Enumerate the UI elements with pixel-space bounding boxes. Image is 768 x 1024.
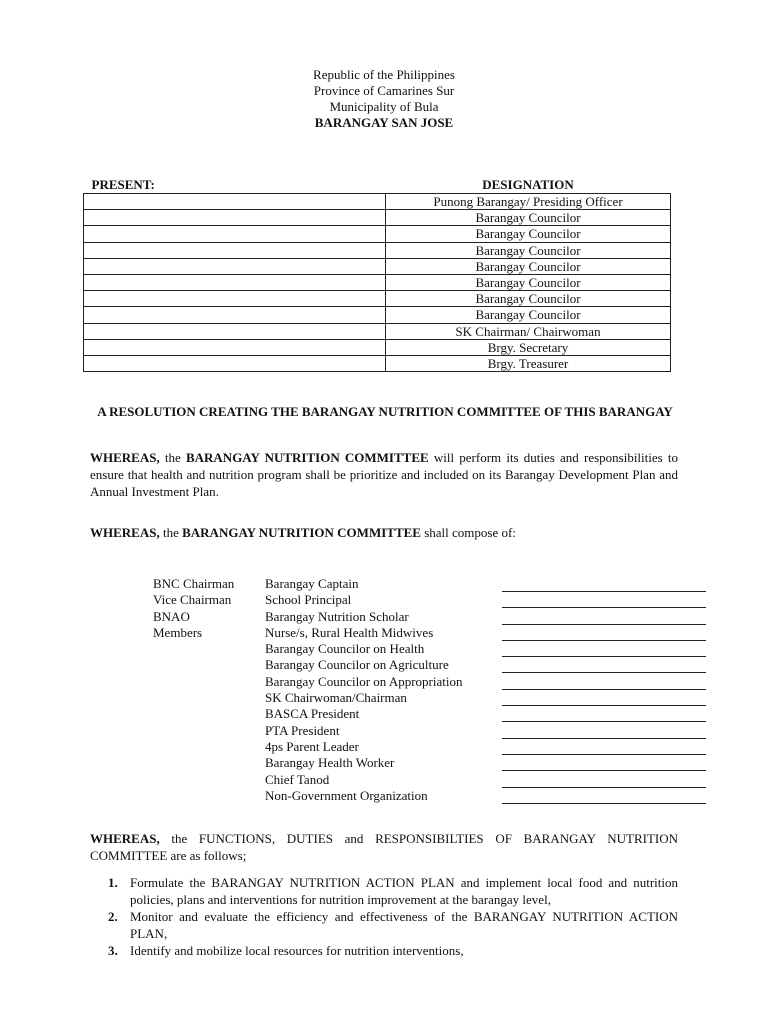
- attendee-name-cell[interactable]: [84, 355, 386, 371]
- header-municipality: Municipality of Bula: [329, 99, 439, 114]
- committee-role: BNAO: [153, 608, 190, 624]
- committee-member: Barangay Nutrition Scholar: [265, 608, 409, 624]
- whereas-the: the: [159, 450, 186, 465]
- designation-cell: Barangay Councilor: [386, 307, 671, 323]
- attendance-row: [84, 210, 671, 226]
- attendee-name-cell[interactable]: [84, 307, 386, 323]
- whereas-committee-name: BARANGAY NUTRITION COMMITTEE: [182, 525, 421, 540]
- attendance-row: [84, 291, 671, 307]
- present-column-header: PRESENT:: [91, 177, 155, 192]
- committee-member: Nurse/s, Rural Health Midwives: [265, 624, 434, 640]
- committee-composition-list: [153, 576, 713, 804]
- attendee-name-cell[interactable]: [84, 274, 386, 290]
- committee-row: [153, 772, 713, 788]
- attendee-name-cell[interactable]: [84, 242, 386, 258]
- function-number: 1.: [108, 875, 118, 890]
- whereas-the: the: [159, 525, 183, 540]
- committee-member: BASCA President: [265, 706, 360, 722]
- committee-row: [153, 723, 713, 739]
- header-republic: Republic of the Philippines: [313, 67, 455, 82]
- function-text: Formulate the BARANGAY NUTRITION ACTION PLAN and implement local food and nutrition policies, plans and interventions for nutrition improvement at the barangay level,: [130, 875, 678, 907]
- attendance-row: [84, 226, 671, 242]
- designation-cell: SK Chairman/ Chairwoman: [386, 323, 671, 339]
- attendance-row: [84, 258, 671, 274]
- committee-row: [153, 755, 713, 771]
- attendee-name-cell[interactable]: [84, 210, 386, 226]
- function-item: [108, 874, 678, 908]
- attendance-table: [83, 177, 671, 372]
- committee-member: Barangay Councilor on Appropriation: [265, 673, 463, 689]
- attendee-name-cell[interactable]: [84, 323, 386, 339]
- attendance-row: [84, 242, 671, 258]
- committee-member: Non-Government Organization: [265, 787, 428, 803]
- committee-role: Members: [153, 624, 203, 640]
- committee-row: [153, 788, 713, 804]
- attendance-row: [84, 323, 671, 339]
- committee-row: [153, 641, 713, 657]
- whereas-paragraph-3: [90, 830, 678, 864]
- committee-member: Barangay Councilor on Health: [265, 641, 425, 657]
- committee-role: BNC Chairman: [153, 576, 235, 591]
- committee-row: [153, 657, 713, 673]
- header-province: Province of Camarines Sur: [313, 83, 455, 98]
- designation-cell: Barangay Councilor: [386, 274, 671, 290]
- designation-cell: Brgy. Treasurer: [386, 355, 671, 371]
- designation-cell: Barangay Councilor: [386, 210, 671, 226]
- attendance-table-body: [84, 194, 671, 372]
- designation-cell: Barangay Councilor: [386, 258, 671, 274]
- committee-member: PTA President: [265, 722, 340, 738]
- committee-member: Chief Tanod: [265, 771, 330, 787]
- function-number: 2.: [108, 909, 118, 924]
- function-item: [108, 908, 678, 942]
- whereas-lead: WHEREAS,: [90, 525, 160, 540]
- attendance-row: [84, 339, 671, 355]
- attendance-row: [84, 355, 671, 371]
- committee-member: Barangay Captain: [265, 576, 359, 591]
- designation-cell: Brgy. Secretary: [386, 339, 671, 355]
- committee-member: SK Chairwoman/Chairman: [265, 690, 407, 706]
- committee-role: Vice Chairman: [153, 592, 232, 608]
- designation-cell: Barangay Councilor: [386, 291, 671, 307]
- committee-row: [153, 609, 713, 625]
- committee-row: [153, 739, 713, 755]
- whereas-text: shall compose of:: [420, 525, 516, 540]
- whereas-committee-name: BARANGAY NUTRITION COMMITTEE: [185, 450, 429, 465]
- designation-column-header: DESIGNATION: [482, 177, 574, 192]
- committee-member: 4ps Parent Leader: [265, 738, 359, 754]
- designation-cell: Punong Barangay/ Presiding Officer: [386, 194, 671, 210]
- whereas-lead: WHEREAS,: [90, 450, 160, 465]
- committee-row: [153, 706, 713, 722]
- committee-member: Barangay Health Worker: [265, 755, 395, 771]
- whereas-paragraph-2: [90, 524, 678, 541]
- attendee-name-cell[interactable]: [84, 226, 386, 242]
- whereas-paragraph-1: [90, 449, 678, 500]
- committee-member: Barangay Councilor on Agriculture: [265, 657, 449, 673]
- committee-row: [153, 625, 713, 641]
- designation-cell: Barangay Councilor: [386, 242, 671, 258]
- committee-row: [153, 690, 713, 706]
- functions-list: [108, 874, 678, 959]
- committee-row: [153, 576, 713, 592]
- attendee-name-cell[interactable]: [84, 291, 386, 307]
- attendee-name-cell[interactable]: [84, 339, 386, 355]
- function-text: Monitor and evaluate the efficiency and effectiveness of the BARANGAY NUTRITION ACTION PLAN,: [130, 909, 678, 941]
- attendee-name-cell[interactable]: [84, 258, 386, 274]
- function-text: Identify and mobilize local resources for nutrition interventions,: [130, 943, 464, 958]
- attendance-row: [84, 274, 671, 290]
- whereas-text: will perform its duties and responsibilities to ensure that health and nutrition program shall be prioritize and included on its Barangay Development Plan and Annual Investment Plan.: [90, 450, 678, 499]
- function-item: [108, 942, 678, 959]
- attendance-row: [84, 307, 671, 323]
- whereas-text: the FUNCTIONS, DUTIES and RESPONSIBILTIES OF BARANGAY NUTRITION COMMITTEE are as follows;: [90, 831, 678, 863]
- document-header: [0, 67, 768, 131]
- attendee-name-cell[interactable]: [84, 194, 386, 210]
- function-number: 3.: [108, 943, 118, 958]
- attendance-row: [84, 194, 671, 210]
- committee-member: School Principal: [265, 592, 352, 608]
- committee-row: [153, 592, 713, 608]
- resolution-title: A RESOLUTION CREATING THE BARANGAY NUTRITION COMMITTEE OF THIS BARANGAY: [97, 404, 673, 419]
- designation-cell: Barangay Councilor: [386, 226, 671, 242]
- whereas-lead: WHEREAS,: [90, 831, 160, 846]
- signature-line[interactable]: [502, 803, 706, 804]
- header-barangay: BARANGAY SAN JOSE: [314, 115, 454, 130]
- committee-row: [153, 674, 713, 690]
